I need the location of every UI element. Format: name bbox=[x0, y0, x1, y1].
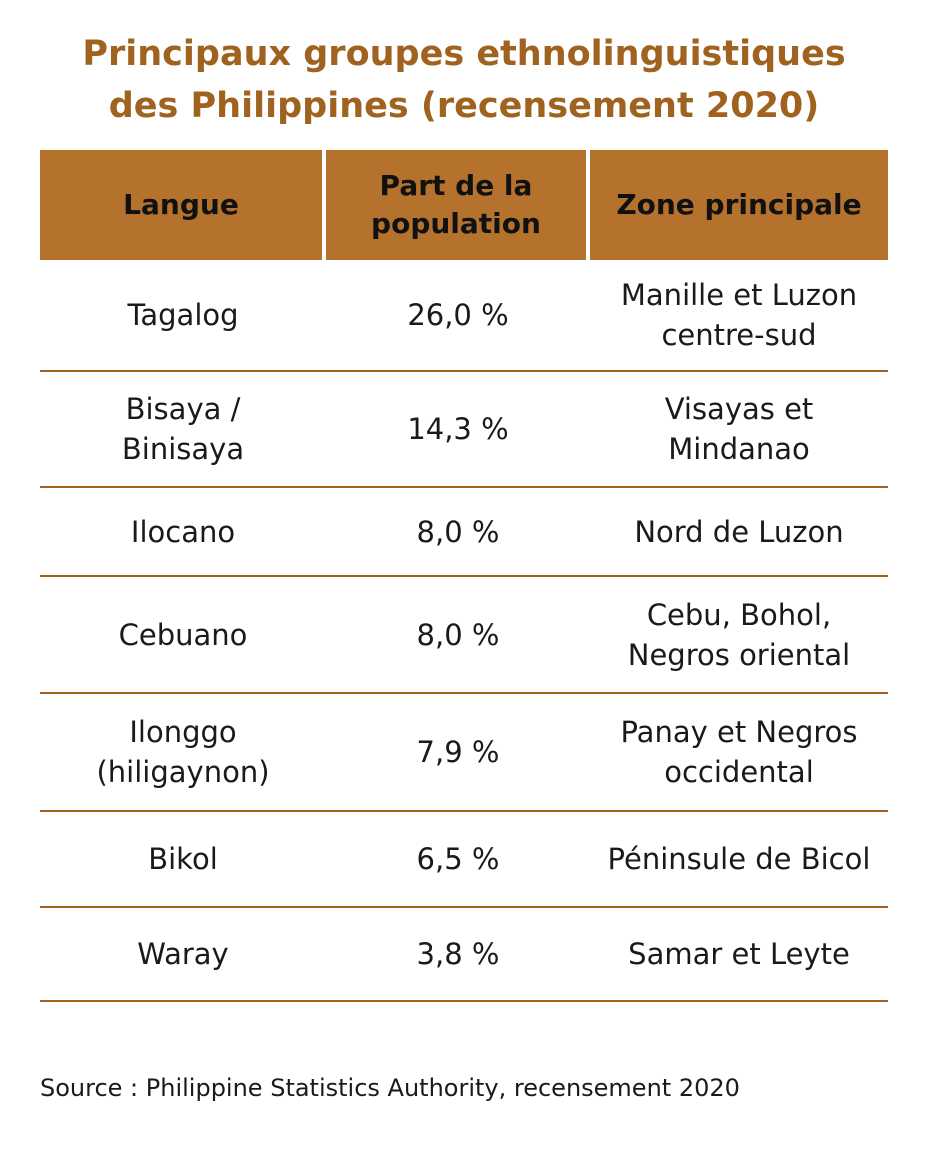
cell-part bbox=[326, 260, 590, 370]
cell-langue bbox=[40, 488, 326, 575]
source-note: Source : Philippine Statistics Authority, recensement 2020 bbox=[40, 1074, 740, 1102]
table-row bbox=[40, 694, 888, 812]
cell-part bbox=[326, 812, 590, 906]
cell-langue-line: Cebuano bbox=[118, 617, 248, 652]
header-zone-label: Zone principale bbox=[616, 188, 862, 221]
cell-part-value: 26,0 % bbox=[407, 298, 509, 332]
header-part-population bbox=[326, 150, 586, 260]
cell-langue-line: Bisaya / bbox=[125, 392, 241, 426]
cell-part bbox=[326, 908, 590, 1000]
cell-part bbox=[326, 488, 590, 575]
ethnolinguistic-table bbox=[40, 150, 888, 1002]
cell-langue-line: Binisaya bbox=[121, 432, 245, 466]
cell-zone-line: Visayas et bbox=[664, 392, 814, 426]
cell-langue-line: Ilonggo bbox=[129, 715, 237, 749]
cell-langue-line: Tagalog bbox=[127, 298, 239, 332]
header-zone bbox=[590, 150, 888, 260]
table-row bbox=[40, 488, 888, 577]
page-title bbox=[0, 28, 928, 132]
cell-zone-line: Cebu, Bohol, bbox=[646, 597, 832, 632]
cell-zone bbox=[590, 908, 888, 1000]
cell-langue-line: (hiligaynon) bbox=[96, 755, 270, 789]
cell-zone bbox=[590, 372, 888, 486]
cell-langue bbox=[40, 908, 326, 1000]
cell-zone-line: Péninsule de Bicol bbox=[607, 842, 871, 876]
cell-langue bbox=[40, 694, 326, 810]
table-row bbox=[40, 908, 888, 1002]
title-line-1: Principaux groupes ethnolinguistiques bbox=[82, 34, 846, 74]
cell-zone-line: Negros oriental bbox=[627, 637, 851, 672]
table-row bbox=[40, 260, 888, 372]
table-row bbox=[40, 812, 888, 908]
header-part-line-2: population bbox=[371, 207, 541, 240]
table-row bbox=[40, 577, 888, 694]
cell-zone bbox=[590, 812, 888, 906]
cell-part bbox=[326, 577, 590, 692]
cell-part bbox=[326, 372, 590, 486]
cell-part bbox=[326, 694, 590, 810]
cell-zone bbox=[590, 260, 888, 370]
cell-langue bbox=[40, 577, 326, 692]
title-line-2: des Philippines (recensement 2020) bbox=[108, 86, 820, 126]
header-langue bbox=[40, 150, 322, 260]
cell-zone bbox=[590, 577, 888, 692]
cell-zone-line: Mindanao bbox=[668, 432, 810, 466]
header-part-line-1: Part de la bbox=[379, 169, 533, 202]
cell-langue-line: Bikol bbox=[148, 842, 218, 876]
cell-langue bbox=[40, 372, 326, 486]
table-header bbox=[40, 150, 888, 260]
cell-part-value: 8,0 % bbox=[416, 514, 500, 549]
cell-part-value: 6,5 % bbox=[416, 842, 500, 876]
cell-zone bbox=[590, 488, 888, 575]
cell-zone-line: occidental bbox=[664, 755, 814, 789]
cell-part-value: 14,3 % bbox=[407, 412, 509, 446]
cell-part-value: 3,8 % bbox=[416, 937, 500, 971]
cell-zone-line: centre-sud bbox=[661, 318, 817, 352]
header-langue-label: Langue bbox=[123, 188, 239, 221]
cell-zone-line: Panay et Negros bbox=[620, 715, 858, 749]
cell-part-value: 7,9 % bbox=[416, 735, 500, 769]
cell-langue bbox=[40, 260, 326, 370]
cell-part-value: 8,0 % bbox=[416, 617, 500, 652]
cell-langue bbox=[40, 812, 326, 906]
table-row bbox=[40, 372, 888, 488]
cell-zone bbox=[590, 694, 888, 810]
cell-zone-line: Manille et Luzon bbox=[620, 278, 858, 312]
cell-zone-line: Nord de Luzon bbox=[634, 514, 844, 549]
cell-langue-line: Waray bbox=[137, 937, 229, 971]
cell-langue-line: Ilocano bbox=[130, 514, 236, 549]
cell-zone-line: Samar et Leyte bbox=[628, 937, 850, 971]
